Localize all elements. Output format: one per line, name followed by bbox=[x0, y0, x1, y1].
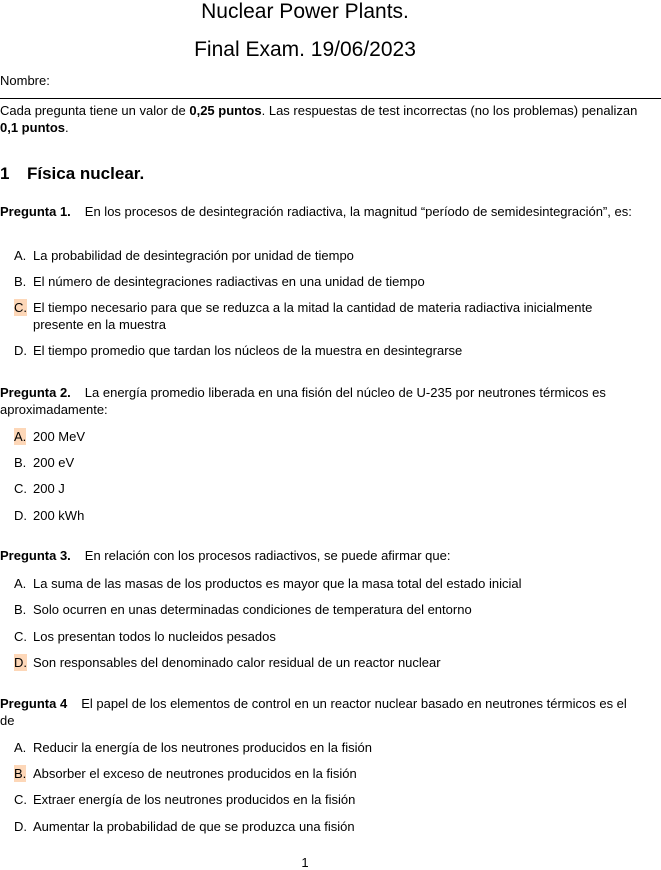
option-text: El tiempo promedio que tardan los núcleos de la muestra en desintegrarse bbox=[33, 343, 463, 358]
question-label: Pregunta 3. bbox=[0, 548, 71, 563]
question-2-option-a bbox=[14, 428, 624, 445]
exam-title: Nuclear Power Plants. bbox=[201, 0, 409, 23]
question-1-option-d bbox=[14, 342, 624, 359]
question-4-option-b bbox=[14, 765, 624, 782]
question-1-option-a bbox=[14, 247, 624, 264]
question-3-option-d bbox=[14, 654, 624, 671]
question-text: En relación con los procesos radiactivos, se puede afirmar que: bbox=[84, 548, 451, 563]
option-text: 200 eV bbox=[33, 455, 75, 470]
name-line bbox=[0, 98, 661, 99]
question-3 bbox=[0, 547, 640, 564]
option-letter: B. bbox=[14, 455, 27, 470]
question-label: Pregunta 4 bbox=[0, 696, 68, 711]
question-4-option-a bbox=[14, 739, 624, 756]
question-2-option-d bbox=[14, 507, 624, 524]
option-text: 200 kWh bbox=[33, 508, 85, 523]
option-letter: A. bbox=[14, 740, 27, 755]
option-text: El número de desintegraciones radiactivas en una unidad de tiempo bbox=[33, 274, 425, 289]
option-letter: D. bbox=[14, 819, 27, 834]
intro-points-value: 0,25 puntos bbox=[189, 103, 262, 118]
intro-text-3: . bbox=[65, 120, 69, 135]
question-4 bbox=[0, 695, 640, 729]
intro-text-1: Cada pregunta tiene un valor de bbox=[0, 103, 190, 118]
option-letter-highlighted: D. bbox=[14, 655, 27, 670]
intro-text-2: . Las respuestas de test incorrectas (no los problemas) penalizan bbox=[261, 103, 638, 118]
question-3-option-b bbox=[14, 601, 624, 618]
exam-subtitle: Final Exam. 19/06/2023 bbox=[194, 38, 416, 61]
intro-penalty-value: 0,1 puntos bbox=[0, 120, 66, 135]
question-3-option-c bbox=[14, 628, 624, 645]
question-3-option-a bbox=[14, 575, 624, 592]
nombre-label: Nombre: bbox=[0, 73, 50, 88]
question-4-option-d bbox=[14, 818, 624, 835]
option-letter-highlighted: C. bbox=[14, 300, 27, 315]
question-1-option-c bbox=[14, 299, 624, 333]
question-text: En los procesos de desintegración radiactiva, la magnitud “período de semidesintegración”, es: bbox=[84, 204, 632, 219]
option-letter-highlighted: B. bbox=[14, 766, 27, 781]
option-letter: B. bbox=[14, 602, 27, 617]
option-letter: D. bbox=[14, 508, 27, 523]
option-text: Aumentar la probabilidad de que se produzca una fisión bbox=[33, 819, 355, 834]
option-text: 200 J bbox=[33, 481, 65, 496]
question-label: Pregunta 2. bbox=[0, 385, 71, 400]
question-1-option-b bbox=[14, 273, 624, 290]
option-letter: C. bbox=[14, 629, 27, 644]
question-2 bbox=[0, 384, 640, 418]
option-text: Absorber el exceso de neutrones producidos en la fisión bbox=[33, 766, 357, 781]
option-text: Los presentan todos lo nucleidos pesados bbox=[33, 629, 276, 644]
option-text: La suma de las masas de los productos es mayor que la masa total del estado inicial bbox=[33, 576, 522, 591]
question-2-option-c bbox=[14, 480, 624, 497]
option-letter-highlighted: A. bbox=[14, 429, 27, 444]
option-text: Solo ocurren en unas determinadas condiciones de temperatura del entorno bbox=[33, 602, 472, 617]
option-letter: A. bbox=[14, 576, 27, 591]
section-title: Física nuclear. bbox=[27, 164, 145, 183]
question-2-option-b bbox=[14, 454, 624, 471]
option-letter: C. bbox=[14, 481, 27, 496]
option-text: La probabilidad de desintegración por unidad de tiempo bbox=[33, 248, 354, 263]
option-letter: C. bbox=[14, 792, 27, 807]
question-1 bbox=[0, 203, 640, 220]
question-text: El papel de los elementos de control en un reactor nuclear basado en neutrones térmicos es el de bbox=[0, 696, 627, 728]
intro-paragraph bbox=[0, 102, 640, 136]
section-number: 1 bbox=[0, 164, 10, 183]
option-text: 200 MeV bbox=[33, 429, 86, 444]
section-heading bbox=[0, 163, 144, 185]
option-letter: D. bbox=[14, 343, 27, 358]
option-text: El tiempo necesario para que se reduzca a la mitad la cantidad de materia radiactiva inicialmente presente en la muestra bbox=[33, 300, 593, 332]
option-text: Reducir la energía de los neutrones producidos en la fisión bbox=[33, 740, 372, 755]
option-text: Extraer energía de los neutrones producidos en la fisión bbox=[33, 792, 356, 807]
question-text: La energía promedio liberada en una fisión del núcleo de U-235 por neutrones térmicos es aproximadamente: bbox=[0, 385, 606, 417]
option-letter: B. bbox=[14, 274, 27, 289]
page-number: 1 bbox=[301, 855, 309, 870]
question-label: Pregunta 1. bbox=[0, 204, 71, 219]
option-letter: A. bbox=[14, 248, 27, 263]
question-4-option-c bbox=[14, 791, 624, 808]
option-text: Son responsables del denominado calor residual de un reactor nuclear bbox=[33, 655, 441, 670]
